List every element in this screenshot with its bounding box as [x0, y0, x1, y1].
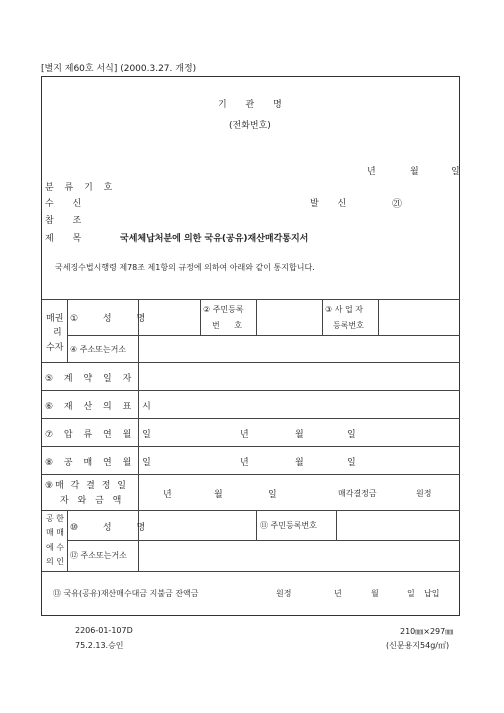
buyer-group-label-3: 수자: [46, 343, 64, 353]
footer-approval: 75.2.13.승인: [75, 641, 124, 650]
decision-won: 원정: [416, 489, 432, 498]
footer-code: 2206-01-107D: [75, 626, 133, 635]
decision-year: 년: [163, 490, 172, 500]
buyer-col-divider: [256, 299, 257, 335]
row-line: [42, 446, 460, 447]
footer-paper: (신문용지54g/㎡): [386, 641, 450, 650]
agency-name: 기 관 명: [218, 100, 290, 110]
sale-year: 년: [240, 458, 249, 468]
classification-label: 분 류 기 호: [45, 183, 117, 193]
buyer-address-line: [67, 335, 460, 336]
footer-size: 210㎜×297㎜: [400, 627, 454, 636]
date-day-label: 일: [451, 167, 460, 177]
payment-paid: 납입: [424, 589, 440, 598]
decision-amount-label: 매각결정금: [338, 489, 377, 498]
seizure-date-label: ⑦ 압 류 연 월 일: [45, 430, 155, 440]
seller-group-divider: [67, 510, 68, 571]
agency-phone: (전화번호): [229, 121, 271, 131]
subject-value: 국세체납처분에 의한 국유(공유)재산매각통지서: [120, 234, 309, 244]
buyer-biz-label-2: 등록번호: [333, 321, 364, 330]
decision-month: 월: [214, 490, 223, 500]
decision-label-1: ⑨매 각 결 정 일: [45, 481, 128, 491]
buyer-group-label-2: 리: [53, 328, 62, 338]
seller-col-divider: [256, 510, 257, 540]
payment-month: 월: [371, 589, 379, 598]
row-line: [42, 362, 460, 363]
seller-group-line-3: 에 수: [46, 543, 64, 552]
decision-label-2: 자 와 금 액: [60, 496, 125, 506]
date-month-label: 월: [410, 167, 419, 177]
buyer-group-divider: [67, 299, 68, 362]
seizure-day: 일: [347, 430, 356, 440]
buyer-col-divider: [378, 299, 379, 335]
buyer-group-label-1: 매권: [46, 314, 64, 324]
payment-label: ⑬ 국유(공유)재산매수대금 지불금 잔액금: [53, 589, 199, 598]
sale-day: 일: [347, 458, 356, 468]
buyer-name-label: ① 성 명: [70, 314, 146, 324]
buyer-col-divider: [200, 299, 201, 335]
seizure-month: 월: [295, 430, 304, 440]
table-top-line: [42, 299, 460, 300]
contract-date-label: ⑤ 계 약 일 자: [45, 374, 136, 384]
row-line: [42, 390, 460, 391]
seizure-year: 년: [240, 430, 249, 440]
buyer-id-label-2: 번 호: [212, 321, 242, 330]
payment-won: 원정: [276, 589, 292, 598]
property-label: ⑥ 재 산 의 표 시: [45, 402, 155, 412]
reference-label: 참 조: [45, 216, 90, 226]
seller-inner-line: [67, 540, 460, 541]
seller-group-line-1: 공 한: [46, 514, 64, 523]
seller-group-line-4: 의 인: [46, 557, 64, 566]
buyer-col-divider: [322, 299, 323, 335]
seller-name-label: ⑩ 성 명: [70, 523, 146, 533]
buyer-address-label: ④ 주소또는거소: [70, 345, 127, 354]
date-year-label: 년: [367, 167, 376, 177]
payment-year: 년: [334, 589, 342, 598]
sale-month: 월: [295, 458, 304, 468]
row-line: [42, 474, 460, 475]
buyer-biz-label-1: ③ 사 업 자: [325, 305, 363, 314]
row-line: [42, 510, 460, 511]
row-line: [42, 418, 460, 419]
buyer-id-label-1: ② 주민등록: [203, 305, 244, 314]
seller-id-label: ⑪ 주민등록번호: [260, 521, 317, 530]
recipient-label: 수 신: [45, 199, 90, 209]
sender-label: 발 신: [310, 199, 355, 209]
sale-date-label: ⑧ 공 매 연 월 일: [45, 458, 155, 468]
payment-day: 일: [407, 589, 415, 598]
decision-day: 일: [268, 490, 277, 500]
notice-text: 국세징수법시행령 제78조 제1항의 규정에 의하여 아래와 같이 통지합니다.: [55, 263, 315, 272]
seller-address-label: ⑫ 주소또는거소: [70, 551, 127, 560]
seal-mark: ㉑: [392, 199, 402, 210]
seller-group-line-2: 매 매: [46, 528, 64, 537]
subject-label: 제 목: [45, 234, 90, 244]
seller-col-divider: [336, 510, 337, 540]
form-header: [별지 제60호 서식] (2000.3.27. 개정): [41, 64, 197, 74]
row-line: [42, 571, 460, 572]
